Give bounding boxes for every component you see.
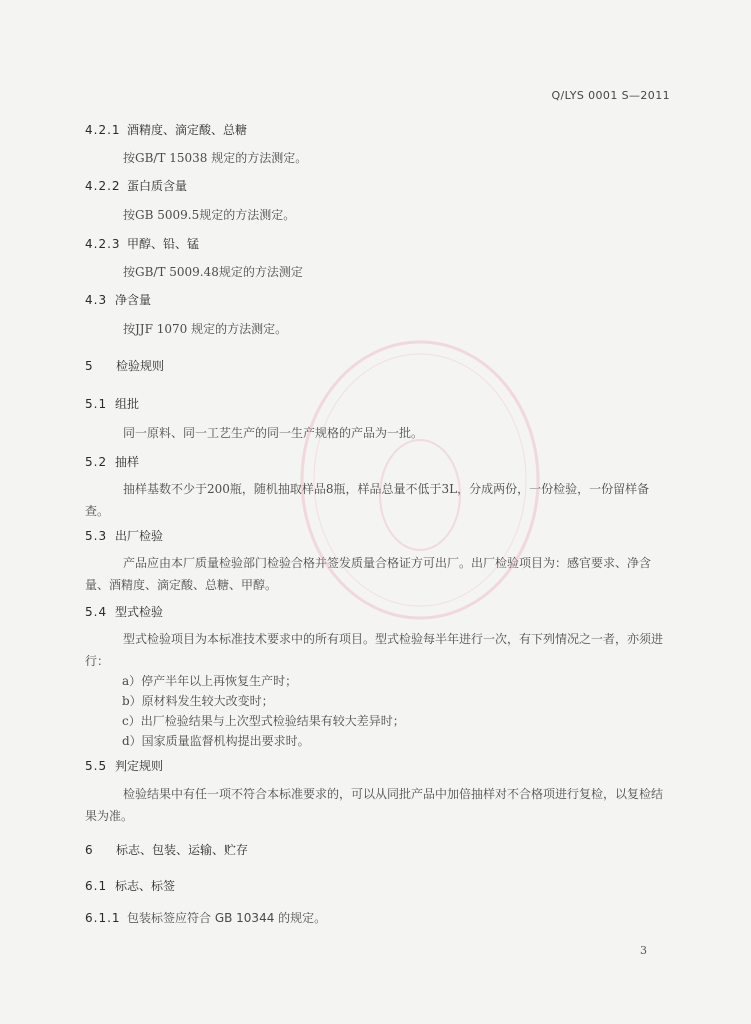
section-number: 6.1.1 <box>85 911 121 925</box>
section-title: 净含量 <box>115 293 152 307</box>
section-title: 蛋白质含量 <box>127 179 188 193</box>
heading-6-1 <box>85 878 175 894</box>
heading-5-3 <box>85 528 163 544</box>
section-title: 检验规则 <box>116 359 165 373</box>
standard-code: Q/LYS 0001 S—2011 <box>551 89 670 102</box>
section-number: 5.3 <box>85 529 108 543</box>
paragraph-5-2: 抽样基数不少于200瓶，随机抽取样品8瓶，样品总量不低于3L，分成两份，一份检验，一份留样备查。 <box>85 482 650 518</box>
section-number: 5 <box>85 359 94 373</box>
paragraph-5-5: 检验结果中有任一项不符合本标准要求的，可以从同批产品中加倍抽样对不合格项进行复检，以复检结果为准。 <box>85 787 664 823</box>
heading-5-2 <box>85 454 139 470</box>
heading-6 <box>85 842 248 858</box>
list-item: c）出厂检验结果与上次型式检验结果有较大差异时； <box>122 714 405 728</box>
section-title: 抽样 <box>115 455 140 469</box>
section-title: 组批 <box>115 397 140 411</box>
section-title: 型式检验 <box>115 605 164 619</box>
paragraph-5-3: 产品应由本厂质量检验部门检验合格并签发质量合格证方可出厂。出厂检验项目为：感官要求、净含量、酒精度、滴定酸、总糖、甲醇。 <box>85 556 652 592</box>
section-number: 5.5 <box>85 759 108 773</box>
section-number: 6 <box>85 843 94 857</box>
list-item: d）国家质量监督机构提出要求时。 <box>122 734 310 748</box>
paragraph-4-3: 按JJF 1070 规定的方法测定。 <box>123 322 288 336</box>
section-title: 酒精度、滴定酸、总糖 <box>127 123 248 137</box>
heading-4-3 <box>85 292 151 308</box>
list-item: a）停产半年以上再恢复生产时； <box>122 674 298 688</box>
paragraph-5-1: 同一原料、同一工艺生产的同一生产规格的产品为一批。 <box>123 426 424 440</box>
paragraph-4-2-3: 按GB/T 5009.48规定的方法测定 <box>123 265 303 279</box>
section-title: 判定规则 <box>115 759 164 773</box>
section-number: 5.2 <box>85 455 108 469</box>
heading-5-4 <box>85 604 163 620</box>
section-number: 5.1 <box>85 397 108 411</box>
paragraph-4-2-1: 按GB/T 15038 规定的方法测定。 <box>123 151 308 165</box>
paragraph-4-2-2: 按GB 5009.5规定的方法测定。 <box>123 208 296 222</box>
section-title: 标志、标签 <box>115 879 176 893</box>
heading-5 <box>85 358 164 374</box>
heading-4-2-3 <box>85 236 199 252</box>
section-number: 4.3 <box>85 293 108 307</box>
section-title: 出厂检验 <box>115 529 164 543</box>
section-title: 标志、包装、运输、贮存 <box>116 843 249 857</box>
section-number: 4.2.3 <box>85 237 121 251</box>
list-item: b）原材料发生较大改变时； <box>122 694 274 708</box>
section-number: 4.2.2 <box>85 179 121 193</box>
clause-6-1-1 <box>85 910 326 926</box>
heading-4-2-1 <box>85 122 247 138</box>
section-number: 4.2.1 <box>85 123 121 137</box>
heading-4-2-2 <box>85 178 187 194</box>
section-title: 甲醇、铅、锰 <box>127 237 200 251</box>
section-number: 6.1 <box>85 879 108 893</box>
paragraph-5-4: 型式检验项目为本标准技术要求中的所有项目。型式检验每半年进行一次，有下列情况之一者，亦须进行： <box>85 632 664 668</box>
heading-5-5 <box>85 758 163 774</box>
page-number: 3 <box>640 944 647 957</box>
section-number: 5.4 <box>85 605 108 619</box>
heading-5-1 <box>85 396 139 412</box>
clause-text: 包装标签应符合 GB 10344 的规定。 <box>127 911 327 925</box>
